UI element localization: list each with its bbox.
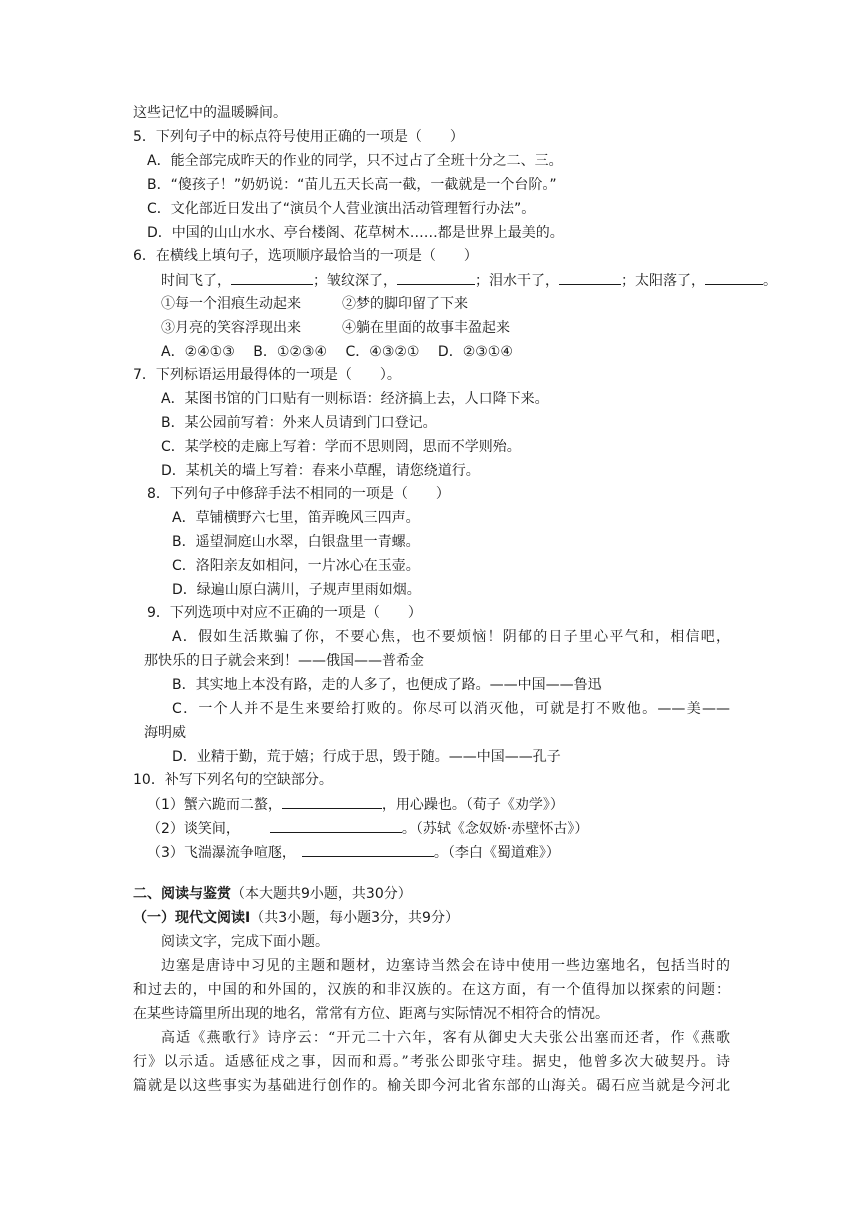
fill-text: 。 [763,273,777,289]
passage-line: 在某些诗篇里所出现的地名，常常有方位、距离与实际情况不相符合的情况。 [133,1006,609,1022]
option-6-2: ②梦的脚印留了下来 [342,296,468,312]
fill-text: （3）飞湍瀑流争喧豗， [147,845,296,861]
option-8b: B．遥望洞庭山水翠，白银盘里一青螺。 [172,534,420,550]
answer-blank[interactable] [559,270,621,285]
answer-blank[interactable] [397,270,475,285]
option-5d: D．中国的山山水水、亭台楼阁、花草树木……都是世界上最美的。 [147,225,564,241]
question-6-fill-line [161,270,777,291]
reading-instruction: 阅读文字，完成下面小题。 [161,934,329,950]
fill-text: ；太阳落了， [621,273,705,289]
passage-line: 高适《燕歌行》诗序云：“开元二十六年，客有从御史大夫张公出塞而还者，作《燕歌 [161,1030,730,1046]
option-7c: C．某学校的走廊上写着：学而不思则罔，思而不学则殆。 [161,439,521,455]
option-6-4: ④躺在里面的故事丰盈起来 [342,320,510,336]
question-9: 9．下列选项中对应不正确的一项是（ ） [147,605,422,621]
option-7d: D．某机关的墙上写着：春来小草醒，请您绕道行。 [161,463,480,479]
option-8c: C．洛阳亲友如相问，一片冰心在玉壶。 [172,558,420,574]
section-note: （本大题共9小题，共30分） [231,886,412,902]
option-7a: A．某图书馆的门口贴有一则标语：经济搞上去，人口降下来。 [161,391,549,407]
option-5b: B．“傻孩子！”奶奶说：“苗儿五天长高一截，一截就是一个台阶。” [147,177,557,193]
answer-blank[interactable] [270,818,402,833]
passage-line: 边塞是唐诗中习见的主题和题材，边塞诗当然会在诗中使用一些边塞地名，包括当时的 [161,958,730,974]
option-6-3: ③月亮的笑容浮现出来 [161,320,301,336]
subsection-note: （共3小题，每小题3分，共9分） [250,910,459,926]
fill-text: ；泪水干了， [475,273,559,289]
passage-line: 行》以示适。适感征戍之事，因而和焉。”考张公即张守珪。据史，他曾多次大破契丹。诗 [133,1054,730,1070]
question-10-2 [147,818,588,839]
answer-blank[interactable] [282,794,382,809]
section-title: 二、阅读与鉴赏 [133,886,231,902]
question-8: 8．下列句子中修辞手法不相同的一项是（ ） [147,486,450,502]
answer-blank[interactable] [231,270,313,285]
option-9a-line2: 那快乐的日子就会来到！——俄国——普希金 [144,653,424,669]
option-6-1: ①每一个泪痕生动起来 [161,296,301,312]
question-6-choices: A．②④①③ B．①②③④ C．④③②① D．②③①④ [161,344,513,360]
question-10-1 [147,794,564,815]
fill-text: 。（苏轼《念奴娇·赤壁怀古》） [401,821,589,837]
fill-text: ；皱纹深了， [313,273,397,289]
option-9b: B．其实地上本没有路，走的人多了，也便成了路。——中国——鲁迅 [172,677,602,693]
subsection-title: （一）现代文阅读Ⅰ [133,910,251,926]
option-5a: A．能全部完成昨天的作业的同学，只不过占了全班十分之二、三。 [147,153,563,169]
option-9c-line2: 海明威 [144,725,186,741]
option-7b: B．某公园前写着：外来人员请到门口登记。 [161,415,437,431]
question-7: 7．下列标语运用最得体的一项是（ ）。 [133,367,401,383]
answer-blank[interactable] [302,842,434,857]
question-6: 6．在横线上填句子，选项顺序最恰当的一项是（ ） [133,248,478,264]
section-2-heading [133,884,412,904]
answer-blank[interactable] [705,270,763,285]
option-9d: D．业精于勤，荒于嬉；行成于思，毁于随。——中国——孔子 [172,749,561,765]
question-10: 10．补写下列名句的空缺部分。 [133,772,333,788]
option-8a: A．草铺横野六七里，笛弄晚风三四声。 [172,510,420,526]
fill-text: （2）谈笑间， [147,821,240,837]
question-5: 5．下列句子中的标点符号使用正确的一项是（ ） [133,129,464,145]
fill-text: ，用心躁也。（荀子《劝学》） [381,797,564,813]
option-9c-line1: C．一个人并不是生来要给打败的。你尽可以消灭他，可就是打不败他。——美—— [172,701,730,717]
fill-text: 。（李白《蜀道难》） [433,845,560,861]
passage-line: 和过去的，中国的和外国的，汉族的和非汉族的。在这方面，有一个值得加以探索的问题： [133,982,730,998]
option-9a-line1: A．假如生活欺骗了你，不要心焦，也不要烦恼！阴郁的日子里心平气和，相信吧， [172,629,730,645]
fill-text: 时间飞了， [161,273,231,289]
text-line: 这些记忆中的温暖瞬间。 [133,105,287,121]
question-10-3 [147,842,560,863]
passage-line: 篇就是以这些事实为基础进行创作的。榆关即今河北省东部的山海关。碣石应当就是今河北 [133,1078,730,1094]
fill-text: （1）蟹六跪而二螯， [147,797,282,813]
option-8d: D．绿遍山原白满川，子规声里雨如烟。 [172,582,421,598]
subsection-1-heading [133,908,459,928]
option-5c: C．文化部近日发出了“演员个人营业演出活动管理暂行办法”。 [147,201,536,217]
